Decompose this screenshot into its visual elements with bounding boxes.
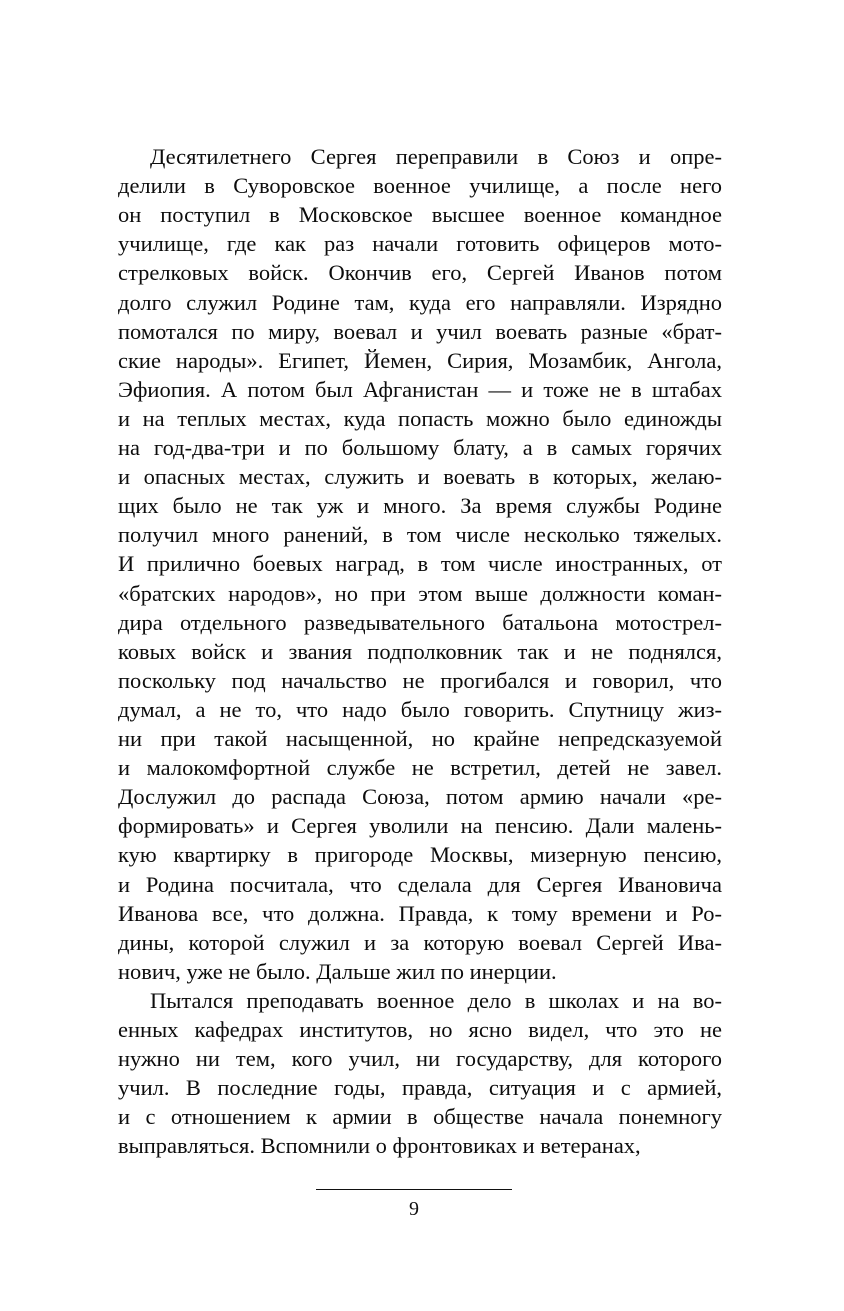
text-line: выправляться. Вспомнили о фронтовиках и ветеранах, xyxy=(118,1133,641,1159)
text-line: учил. В последние годы, правда, ситуация и с армией, xyxy=(118,1075,722,1101)
text-line: нович, уже не было. Дальше жил по инерции. xyxy=(118,958,557,984)
text-line: енных кафедрах институтов, но ясно видел, что это не xyxy=(118,1017,722,1042)
text-line: ковых войск и звания подполковник так и не поднялся, xyxy=(118,638,722,664)
text-line: ские народы». Египет, Йемен, Сирия, Мозамбик, Ангола, xyxy=(118,347,722,373)
text-line: и Родина посчитала, что сделала для Сергея Ивановича xyxy=(118,871,722,897)
text-line: ни при такой насыщенной, но крайне непредсказуемой xyxy=(118,726,722,751)
text-line: он поступил в Московское высшее военное командное xyxy=(118,202,722,228)
page-number: 9 xyxy=(409,1198,419,1220)
text-line: на год-два-три и по большому блату, а в самых горячих xyxy=(118,435,722,460)
text-line: формировать» и Сергея уволили на пенсию. Дали малень- xyxy=(118,813,722,839)
text-line: Пытался преподавать военное дело в школах и на во- xyxy=(150,987,722,1013)
text-line: «братских народов», но при этом выше должности коман- xyxy=(118,580,722,606)
text-line: помотался по миру, воевал и учил воевать разные «брат- xyxy=(118,318,722,344)
text-line: И прилично боевых наград, в том числе иностранных, от xyxy=(118,551,722,577)
text-line: делили в Суворовское военное училище, а после него xyxy=(118,173,722,199)
text-line: кую квартирку в пригороде Москвы, мизерную пенсию, xyxy=(118,842,722,868)
text-line: нужно ни тем, кого учил, ни государству, для которого xyxy=(118,1046,722,1072)
text-line: Эфиопия. А потом был Афганистан — и тоже не в штабах xyxy=(118,376,722,402)
text-line: стрелковых войск. Окончив его, Сергей Иванов потом xyxy=(118,260,722,286)
text-line: и малокомфортной службе не встретил, детей не завел. xyxy=(118,755,722,781)
text-line: Иванова все, что должна. Правда, к тому времени и Ро- xyxy=(118,900,722,926)
text-line: училище, где как раз начали готовить офицеров мото- xyxy=(118,231,722,257)
text-line: и с отношением к армии в обществе начала понемногу xyxy=(118,1104,722,1130)
text-line: думал, а не то, что надо было говорить. Спутницу жиз- xyxy=(118,696,722,722)
text-line: поскольку под начальство не прогибался и говорил, что xyxy=(118,667,722,693)
footer-rule xyxy=(316,1189,512,1190)
text-line: щих было не так уж и много. За время службы Родине xyxy=(118,493,722,519)
text-line: дира отдельного разведывательного батальона мотострел- xyxy=(118,609,722,635)
text-line: дины, которой служил и за которую воевал Сергей Ива- xyxy=(118,929,722,955)
text-line: Десятилетнего Сергея переправили в Союз и опре- xyxy=(150,144,722,169)
text-line: и на теплых местах, куда попасть можно было единожды xyxy=(118,405,722,431)
text-line: и опасных местах, служить и воевать в которых, желаю- xyxy=(118,464,722,490)
text-line: Дослужил до распада Союза, потом армию начали «ре- xyxy=(118,784,722,810)
text-line: получил много ранений, в том числе несколько тяжелых. xyxy=(118,522,722,548)
text-line: долго служил Родине там, куда его направляли. Изрядно xyxy=(118,289,722,315)
